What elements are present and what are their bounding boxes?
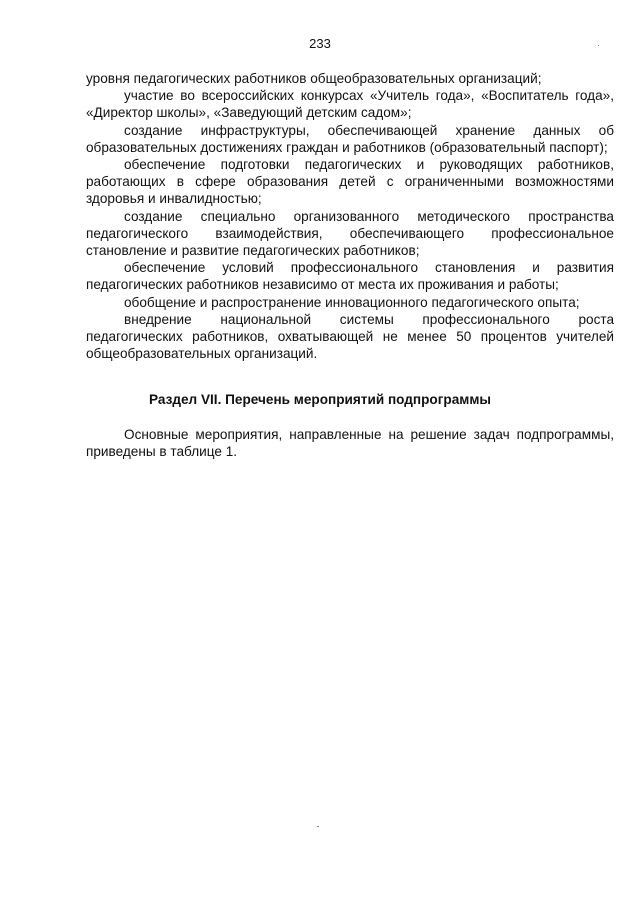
scan-speck — [317, 826, 319, 827]
paragraph-continuation: уровня педагогических работников общеобразовательных организаций; — [86, 71, 542, 86]
paragraph-training: обеспечение подготовки педагогических и руководящих работников, работающих в сфере образования детей с ограниченными возможностями здоровья и инвалидностью; — [86, 157, 614, 207]
paragraph-infrastructure: создание инфраструктуры, обеспечивающей хранение данных об образовательных достижениях граждан и работников (образовательный паспорт); — [86, 122, 614, 155]
closing-paragraph: Основные мероприятия, направленные на решение задач подпрограммы, приведены в таблице 1. — [86, 427, 614, 460]
paragraph-innovation: обобщение и распространение инновационного педагогического опыта; — [124, 294, 580, 310]
paragraph-conditions: обеспечение условий профессионального становления и развития педагогических работников независимо от места их проживания и работы; — [86, 260, 614, 293]
paragraph-national-system: внедрение национальной системы профессионального роста педагогических работников, охватывающей не менее 50 процентов учителей общеобразовательных организаций. — [86, 311, 614, 362]
body-text — [86, 70, 614, 362]
page-number: 233 — [309, 36, 331, 51]
scan-speck — [598, 45, 599, 46]
section-heading: Раздел VII. Перечень мероприятий подпрограммы — [148, 392, 491, 407]
paragraph-methodical-space: создание специально организованного методического пространства педагогического взаимодействия, обеспечивающего профессиональное становление и развитие педагогических работников; — [86, 208, 614, 259]
paragraph-competitions: участие во всероссийских конкурсах «Учитель года», «Воспитатель года», «Директор школы», «Заведующий детским садом»; — [86, 88, 614, 121]
